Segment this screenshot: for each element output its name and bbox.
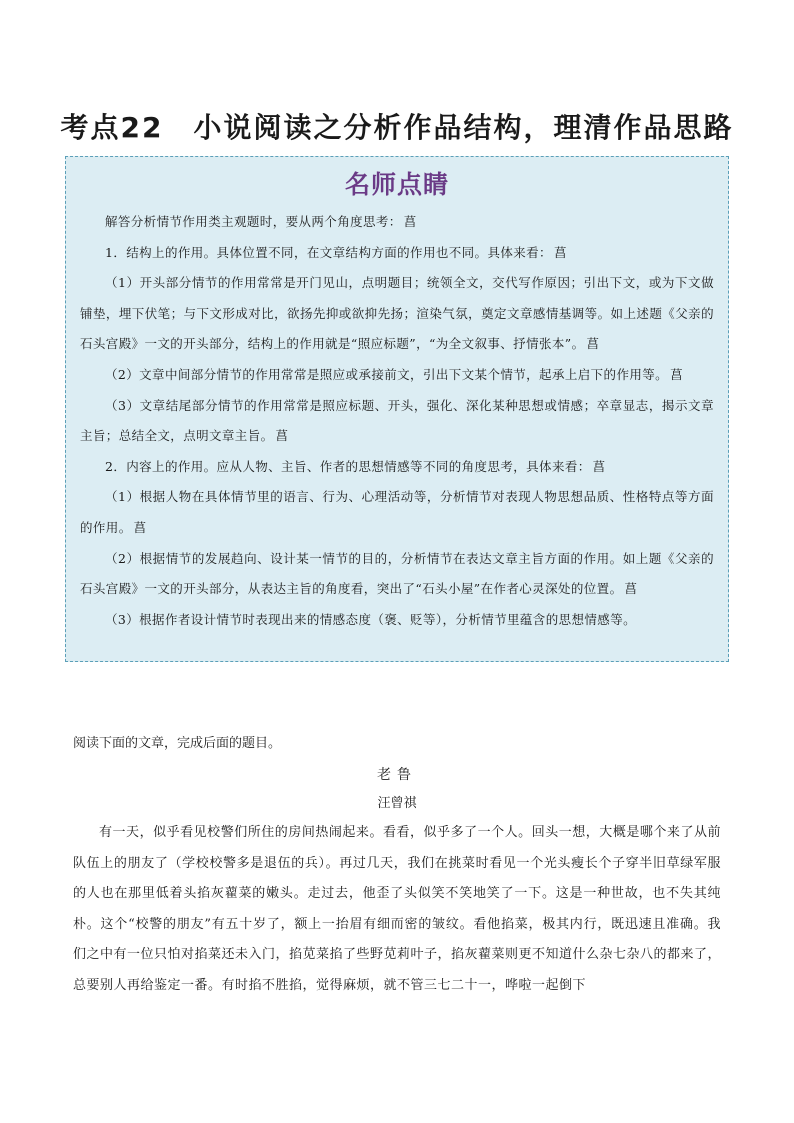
tip-paragraph: （1）开头部分情节的作用常常是开门见山，点明题目；统领全文，交代写作原因；引出下文，或为下文做铺垫，埋下伏笔；与下文形成对比，欲扬先抑或欲抑先扬；渲染气氛，奠定文章感情基调等。如上述题《父亲的石头宫殿》一文的开头部分，结构上的作用就是“照应标题”，“为全文叙事、抒情张本”。 菖 (80, 275, 714, 352)
teacher-tips-box (65, 156, 729, 662)
tip-paragraph: 解答分析情节作用类主观题时，要从两个角度思考： 菖 (105, 214, 417, 229)
paragraph-mark-glyph: 菖 (670, 366, 683, 382)
paragraph-mark-glyph: 菖 (275, 428, 289, 444)
tip-paragraph: 1．结构上的作用。具体位置不同，在文章结构方面的作用也不同。具体来看： 菖 (105, 244, 567, 260)
paragraph-mark-glyph: 菖 (586, 336, 600, 352)
tip-paragraph: （3）根据作者设计情节时表现出来的情感态度（褒、贬等），分析情节里蕴含的思想情感等。 (105, 611, 637, 627)
paragraph-mark-glyph: 菖 (403, 214, 417, 229)
paragraph-mark-glyph: 菖 (553, 244, 567, 260)
paragraph-mark-glyph: 菖 (624, 581, 638, 597)
tip-paragraph: （3）文章结尾部分情节的作用常常是照应标题、开头，强化、深化某种思想或情感；卒章显志，揭示文章主旨；总结全文，点明文章主旨。 菖 (80, 397, 714, 444)
article-title: 老鲁 (377, 767, 417, 783)
reading-instruction: 阅读下面的文章，完成后面的题目。 (73, 736, 282, 751)
tip-paragraph: （2）根据情节的发展趋向、设计某一情节的目的，分析情节在表达文章主旨方面的作用。如上题《父亲的石头宫殿》一文的开头部分，从表达主旨的角度看，突出了“石头小屋”在作者心灵深处的位置。 菖 (80, 550, 714, 597)
paragraph-mark-glyph: 菖 (592, 458, 606, 474)
paragraph-mark-glyph: 菖 (133, 519, 147, 535)
tips-heading: 名师点睛 (344, 170, 449, 199)
tip-paragraph: 2．内容上的作用。应从人物、主旨、作者的思想情感等不同的角度思考，具体来看： 菖 (105, 458, 606, 474)
tip-paragraph: （1）根据人物在具体情节里的语言、行为、心理活动等，分析情节对表现人物思想品质、性格特点等方面的作用。 菖 (80, 489, 714, 535)
article-body: 有一天，似乎看见校警们所住的房间热闹起来。看看，似乎多了一个人。回头一想，大概是哪个来了从前队伍上的朋友了（学校校警多是退伍的兵）。再过几天，我们在挑菜时看见一个光头瘦长个子穿半旧草绿军服的人也在那里低着头掐灰藋菜的嫩头。走过去，他歪了头似笑不笑地笑了一下。这是一种世故，也不失其纯朴。这个“校警的朋友”有五十岁了，额上一抬眉有细而密的皱纹。看他掐菜，极其内行，既迅速且准确。我们之中有一位只怕对掐菜还未入门，掐苋菜掐了些野苋莉叶子，掐灰藋菜则更不知道什么杂七杂八的都来了，总要别人再给鉴定一番。有时掐不胜掐，觉得麻烦，就不管三七二十一，哗啦一起倒下 (73, 825, 722, 993)
tip-paragraph: （2）文章中间部分情节的作用常常是照应或承接前文，引出下文某个情节，起承上启下的作用等。 菖 (105, 366, 683, 382)
article-author: 汪曾祺 (377, 796, 417, 811)
page-title: 考点22 小说阅读之分析作品结构，理清作品思路 (60, 111, 734, 144)
